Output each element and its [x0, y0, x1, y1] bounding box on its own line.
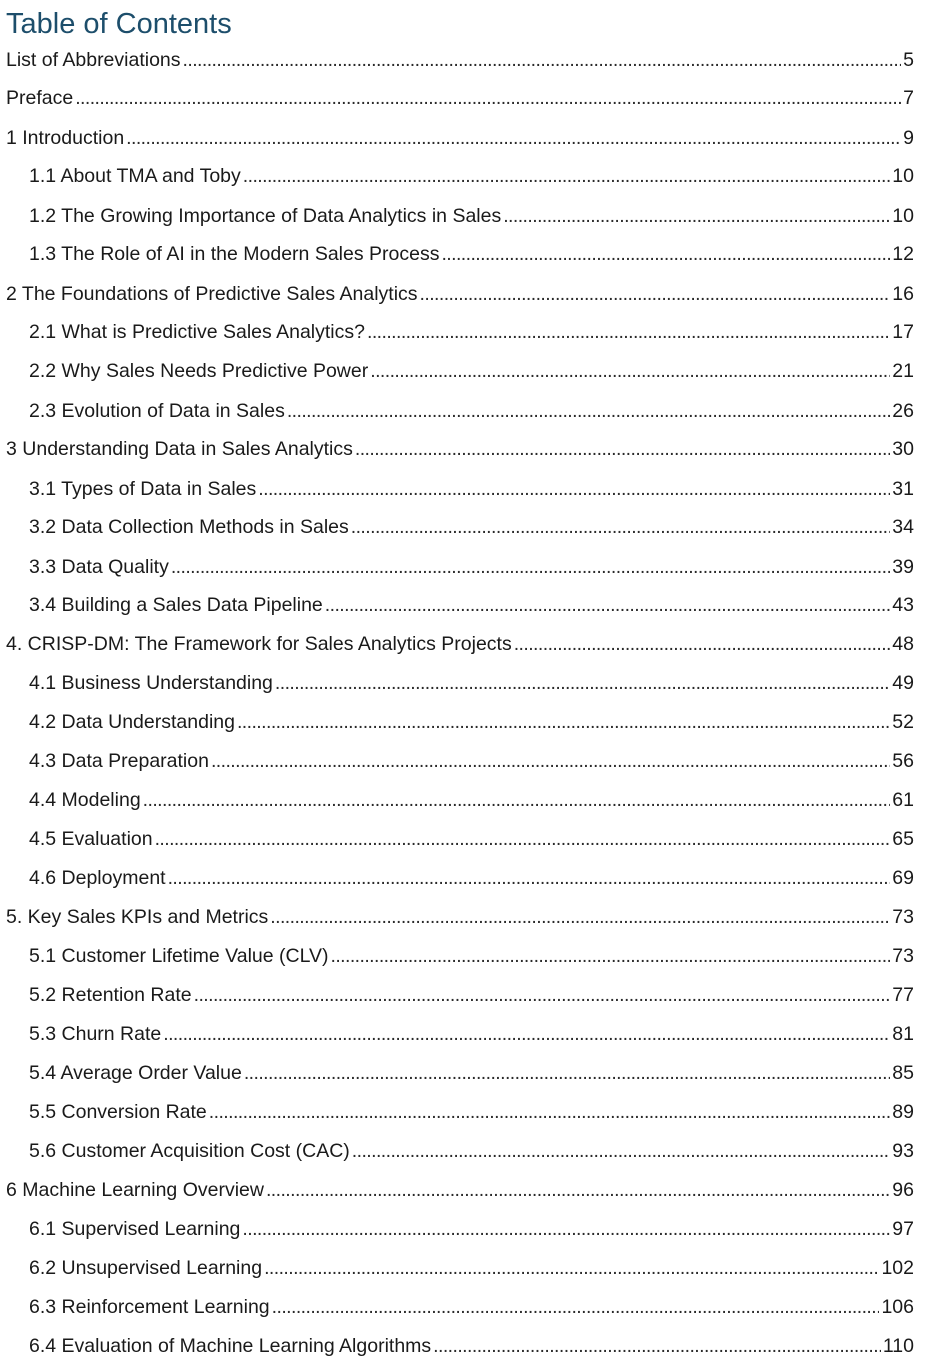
- toc-entry-label: 6.1 Supervised Learning: [29, 1218, 241, 1240]
- toc-entry[interactable]: [29, 1328, 914, 1364]
- toc-entry-label: 6.2 Unsupervised Learning: [29, 1257, 263, 1279]
- toc-entry-page-number: 48: [892, 633, 914, 655]
- toc-dot-leader: [237, 710, 890, 734]
- toc-entry[interactable]: [6, 899, 914, 935]
- toc-dot-leader: [352, 1139, 891, 1163]
- toc-entry[interactable]: [29, 1094, 914, 1130]
- toc-entry[interactable]: [29, 549, 914, 585]
- toc-entry-page-number: 17: [892, 321, 914, 343]
- toc-entry-page-number: 16: [892, 283, 914, 305]
- toc-entry-label: 1 Introduction: [6, 127, 125, 149]
- toc-entry-label: 3.2 Data Collection Methods in Sales: [29, 516, 349, 538]
- toc-entry-page-number: 31: [892, 478, 914, 500]
- toc-entry-page-number: 34: [892, 516, 914, 538]
- toc-entry-page-number: 69: [892, 867, 914, 889]
- toc-entry-page-number: 97: [892, 1218, 914, 1240]
- toc-entry-page-number: 93: [892, 1140, 914, 1162]
- toc-entry-page-number: 73: [892, 945, 914, 967]
- toc-dot-leader: [367, 320, 890, 344]
- toc-dot-leader: [441, 242, 890, 266]
- toc-entry-label: 4. CRISP-DM: The Framework for Sales Analytics Projects: [6, 633, 512, 655]
- toc-dot-leader: [168, 866, 891, 890]
- toc-entry-label: 4.5 Evaluation: [29, 828, 153, 850]
- toc-entry[interactable]: [6, 431, 914, 467]
- toc-entry-label: 4.4 Modeling: [29, 789, 141, 811]
- toc-entry[interactable]: [29, 1250, 914, 1286]
- toc-entry[interactable]: [29, 1016, 914, 1052]
- toc-entry-label: 6 Machine Learning Overview: [6, 1179, 264, 1201]
- toc-entry-page-number: 26: [892, 400, 914, 422]
- toc-entry[interactable]: [29, 236, 914, 272]
- toc-dot-leader: [209, 1100, 891, 1124]
- toc-entry-page-number: 9: [903, 127, 914, 149]
- toc-entry[interactable]: [6, 276, 914, 312]
- toc-dot-leader: [75, 86, 901, 110]
- toc-entry-page-number: 65: [892, 828, 914, 850]
- toc-entry-page-number: 7: [903, 87, 914, 109]
- toc-dot-leader: [351, 515, 891, 539]
- toc-entry[interactable]: [29, 938, 914, 974]
- toc-dot-leader: [126, 126, 901, 150]
- toc-entry-label: 5.1 Customer Lifetime Value (CLV): [29, 945, 329, 967]
- toc-entry-page-number: 10: [892, 205, 914, 227]
- toc-entry[interactable]: [6, 42, 914, 78]
- toc-dot-leader: [514, 632, 891, 656]
- toc-entry-page-number: 30: [892, 438, 914, 460]
- toc-entry[interactable]: [6, 80, 914, 116]
- toc-entry[interactable]: [29, 1055, 914, 1091]
- toc-entry-label: List of Abbreviations: [6, 49, 181, 71]
- toc-entry[interactable]: [29, 977, 914, 1013]
- toc-dot-leader: [171, 555, 890, 579]
- toc-dot-leader: [370, 359, 890, 383]
- toc-entry-page-number: 81: [892, 1023, 914, 1045]
- toc-entry-page-number: 10: [892, 165, 914, 187]
- toc-entry-page-number: 49: [892, 672, 914, 694]
- toc-entry-page-number: 106: [881, 1296, 914, 1318]
- toc-dot-leader: [330, 944, 890, 968]
- toc-entry[interactable]: [29, 1133, 914, 1169]
- toc-entry[interactable]: [6, 120, 914, 156]
- toc-entry-label: 4.2 Data Understanding: [29, 711, 235, 733]
- toc-dot-leader: [433, 1334, 881, 1358]
- toc-entry-label: 1.1 About TMA and Toby: [29, 165, 241, 187]
- toc-entry-label: 2 The Foundations of Predictive Sales Analytics: [6, 283, 418, 305]
- toc-entry[interactable]: [29, 587, 914, 623]
- toc-entry-label: 4.1 Business Understanding: [29, 672, 273, 694]
- toc-dot-leader: [325, 593, 891, 617]
- toc-dot-leader: [420, 282, 891, 306]
- toc-entry-page-number: 85: [892, 1062, 914, 1084]
- toc-dot-leader: [242, 1217, 890, 1241]
- toc-entry-label: 5.2 Retention Rate: [29, 984, 192, 1006]
- toc-title: Table of Contents: [6, 8, 232, 40]
- toc-entry[interactable]: [29, 743, 914, 779]
- toc-dot-leader: [194, 983, 891, 1007]
- toc-entry-label: 3.3 Data Quality: [29, 556, 169, 578]
- toc-dot-leader: [243, 164, 891, 188]
- toc-entry-label: 4.6 Deployment: [29, 867, 166, 889]
- toc-entry[interactable]: [29, 353, 914, 389]
- toc-entry-page-number: 52: [892, 711, 914, 733]
- toc-dot-leader: [287, 399, 890, 423]
- toc-entry-page-number: 43: [892, 594, 914, 616]
- toc-dot-leader: [270, 905, 890, 929]
- toc-entry[interactable]: [29, 314, 914, 350]
- toc-entry-page-number: 89: [892, 1101, 914, 1123]
- toc-entry-label: Preface: [6, 87, 74, 109]
- toc-dot-leader: [264, 1256, 879, 1280]
- toc-entry-label: 5.3 Churn Rate: [29, 1023, 162, 1045]
- toc-entry-label: 4.3 Data Preparation: [29, 750, 209, 772]
- toc-dot-leader: [244, 1061, 890, 1085]
- toc-dot-leader: [155, 827, 891, 851]
- toc-entry[interactable]: [29, 1211, 914, 1247]
- toc-dot-leader: [211, 749, 890, 773]
- toc-entry-label: 1.2 The Growing Importance of Data Analytics in Sales: [29, 205, 502, 227]
- toc-entry[interactable]: [29, 158, 914, 194]
- toc-entry-page-number: 77: [892, 984, 914, 1006]
- toc-entry[interactable]: [29, 782, 914, 818]
- toc-dot-leader: [183, 48, 902, 72]
- toc-dot-leader: [163, 1022, 890, 1046]
- toc-dot-leader: [258, 477, 890, 501]
- toc-entry-page-number: 102: [881, 1257, 914, 1279]
- toc-dot-leader: [266, 1178, 890, 1202]
- toc-entry-label: 3 Understanding Data in Sales Analytics: [6, 438, 353, 460]
- toc-entry[interactable]: [29, 198, 914, 234]
- toc-entry[interactable]: [6, 1172, 914, 1208]
- toc-entry-page-number: 5: [903, 49, 914, 71]
- toc-dot-leader: [272, 1295, 880, 1319]
- toc-entry[interactable]: [29, 860, 914, 896]
- toc-entry-label: 5.4 Average Order Value: [29, 1062, 242, 1084]
- toc-entry-page-number: 73: [892, 906, 914, 928]
- toc-entry-label: 5.5 Conversion Rate: [29, 1101, 207, 1123]
- toc-entry-label: 2.1 What is Predictive Sales Analytics?: [29, 321, 365, 343]
- toc-entry[interactable]: [29, 821, 914, 857]
- toc-entry[interactable]: [29, 665, 914, 701]
- toc-entry-label: 6.3 Reinforcement Learning: [29, 1296, 270, 1318]
- toc-entry-label: 2.2 Why Sales Needs Predictive Power: [29, 360, 369, 382]
- toc-entry-label: 1.3 The Role of AI in the Modern Sales Process: [29, 243, 440, 265]
- toc-entry-page-number: 110: [882, 1335, 914, 1357]
- toc-entry-page-number: 96: [892, 1179, 914, 1201]
- toc-dot-leader: [503, 204, 890, 228]
- toc-entry-page-number: 61: [892, 789, 914, 811]
- toc-entry[interactable]: [29, 1289, 914, 1325]
- toc-entry-label: 5. Key Sales KPIs and Metrics: [6, 906, 269, 928]
- toc-entry[interactable]: [29, 509, 914, 545]
- toc-entry-label: 3.1 Types of Data in Sales: [29, 478, 257, 500]
- toc-entry[interactable]: [29, 471, 914, 507]
- toc-dot-leader: [355, 437, 890, 461]
- toc-entry-page-number: 56: [892, 750, 914, 772]
- toc-entry-page-number: 21: [892, 360, 914, 382]
- toc-entry[interactable]: [29, 393, 914, 429]
- toc-dot-leader: [275, 671, 890, 695]
- toc-entry[interactable]: [29, 704, 914, 740]
- toc-entry-label: 3.4 Building a Sales Data Pipeline: [29, 594, 323, 616]
- toc-entry-label: 2.3 Evolution of Data in Sales: [29, 400, 285, 422]
- toc-entry-label: 6.4 Evaluation of Machine Learning Algorithms: [29, 1335, 432, 1357]
- toc-entry-page-number: 39: [892, 556, 914, 578]
- toc-entry-label: 5.6 Customer Acquisition Cost (CAC): [29, 1140, 350, 1162]
- toc-entry-page-number: 12: [892, 243, 914, 265]
- toc-dot-leader: [143, 788, 891, 812]
- toc-entry[interactable]: [6, 626, 914, 662]
